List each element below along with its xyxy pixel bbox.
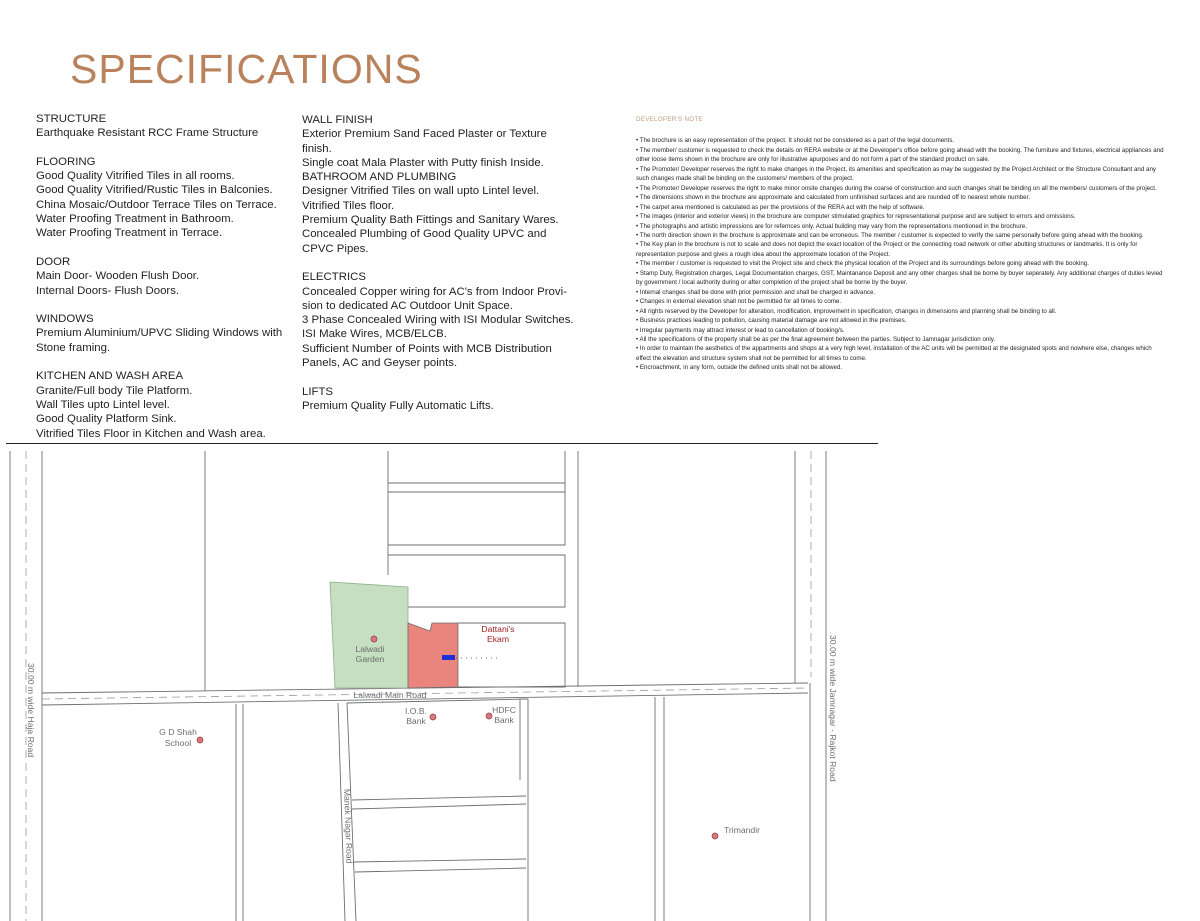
spec-heading: FLOORING bbox=[36, 155, 96, 168]
note-item: • The member / customer is requested to visit the Project site and check the physical location of the Project and its surroundings before going ahead with the booking. bbox=[636, 260, 1089, 268]
specs-column-right bbox=[302, 113, 572, 428]
spec-line: Wall Tiles upto Lintel level. bbox=[36, 398, 170, 411]
note-item: • The Key plan in the brochure is not to scale and does not depict the exact location of the Project or the connecting road network or other abutting structures or landmarks. It is only for representation purpose and gives a rough idea about the approximate location of the Project. bbox=[636, 241, 1138, 258]
garden-label-line1: Lalwadi bbox=[355, 644, 385, 654]
manek-nagar-road-label: Manek Nagar Road bbox=[342, 788, 355, 864]
spec-line: CPVC Pipes. bbox=[302, 242, 369, 255]
spec-line: Water Proofing Treatment in Terrace. bbox=[36, 227, 223, 240]
note-item: • The north direction shown in the brochure is approximate and can be erroneous. The member / customer is expected to verify the same personally before going ahead with the booking. bbox=[636, 231, 1144, 239]
road-edge bbox=[352, 804, 526, 809]
note-item: • The dimensions shown in the brochure are approximate and calculated from unfinished surfaces and are rounded off to nearest whole number. bbox=[636, 194, 1031, 202]
note-item: • The photographs and artistic impressions are for refernces only. Actual building may vary from the representations mentioned in the brochure. bbox=[636, 222, 1027, 230]
note-item: • In order to maintain the aesthetics of the appartments and shops at a very high level, installation of the AC units will be permitted at the designated spots and nowhere else, changes which effect the elevation and structure system shall not be permitted for all times to come. bbox=[636, 345, 1152, 362]
section-divider bbox=[6, 443, 878, 444]
spec-line: Water Proofing Treatment in Bathroom. bbox=[36, 213, 234, 226]
school-label-line2: School bbox=[164, 738, 192, 748]
road-edge bbox=[355, 868, 526, 872]
garden-label-line2: Garden bbox=[355, 654, 385, 664]
spec-line: Internal Doors- Flush Doors. bbox=[36, 284, 180, 297]
spec-section-kitchen-and-wash-area bbox=[36, 369, 286, 440]
developers-note-heading: DEVELOPER'S NOTE bbox=[636, 116, 703, 123]
block-outline bbox=[388, 483, 565, 492]
trimandir-marker-icon bbox=[712, 833, 718, 839]
lalwadi-garden-plot bbox=[330, 582, 408, 688]
iob-label-line2: Bank bbox=[406, 716, 426, 726]
spec-line: Main Door- Wooden Flush Door. bbox=[36, 270, 200, 283]
spec-section-lifts bbox=[302, 385, 572, 414]
spec-line: Single coat Mala Plaster with Putty finish Inside. bbox=[302, 156, 544, 169]
spec-line: Exterior Premium Sand Faced Plaster or Texture bbox=[302, 128, 547, 141]
lalwadi-main-road-label: Lalwadi Main Road bbox=[353, 690, 427, 700]
spec-heading: BATHROOM AND PLUMBING bbox=[302, 171, 457, 184]
spec-line: Designer Vitrified Tiles on wall upto Lintel level. bbox=[302, 185, 540, 198]
spec-line: 3 Phase Concealed Wiring with ISI Modular Switches. bbox=[302, 314, 574, 327]
spec-line: Stone framing. bbox=[36, 341, 111, 354]
spec-section-wall-finish bbox=[302, 113, 572, 170]
spec-line: Vitrified Tiles floor. bbox=[302, 199, 395, 212]
spec-line: Premium Quality Fully Automatic Lifts. bbox=[302, 399, 494, 412]
iob-label-line1: I.O.B. bbox=[405, 706, 427, 716]
project-label-line2: Ekam bbox=[487, 634, 509, 644]
spec-line: ISI Make Wires, MCB/ELCB. bbox=[302, 328, 447, 341]
spec-section-windows bbox=[36, 312, 286, 355]
entrance-marker-icon bbox=[442, 655, 455, 660]
spec-section-bathroom-and-plumbing bbox=[302, 170, 572, 256]
spec-line: Good Quality Platform Sink. bbox=[36, 413, 177, 426]
school-marker-icon bbox=[197, 737, 203, 743]
spec-line: Panels, AC and Geyser points. bbox=[302, 357, 458, 370]
note-item: • All rights reserved by the Developer for alteration, modification, improvement in specification, changes in dimensions and planning shall be binding to all. bbox=[636, 307, 1057, 315]
note-item: • Stamp Duty, Registration charges, Legal Documentation charges, GST, Maintanance Deposit and any other charges shall be borne by buyer seperately. Any additional charges of duties levied by government / local authority during or after completion of the project shall be borne by the buyer. bbox=[636, 269, 1163, 287]
note-item: • The Promoter/ Developer reserves the right to make changes in the Project, its amenities and specification as may be suggested by the Project Architect or the Structure Consultant and any such changes made shall be binding on the customers/ members of the project. bbox=[636, 165, 1157, 183]
note-item: • The carpet area mentioned is calculated as per the provisions of the RERA act with the help of software. bbox=[636, 203, 925, 211]
spec-section-flooring bbox=[36, 155, 286, 241]
spec-line: Vitrified Tiles Floor in Kitchen and Wash area. bbox=[36, 427, 266, 440]
spec-heading: WALL FINISH bbox=[302, 114, 373, 126]
note-item: • Encroachment, in any form, outside the defined units shall not be allowed. bbox=[636, 364, 843, 372]
note-item: • The member/ customer is requested to check the details on RERA website or at the Developer's office before going ahead with the booking. The furniture and fixtures, electrical appliances and other loose items shown in the brochure are only for illustrative apurposes and do not form a part of the standard product on sale. bbox=[636, 146, 1164, 164]
note-item: • Business practices leading to pollution, causing material damage are not allowed in the premises. bbox=[636, 317, 907, 325]
note-item: • Changes in external elevation shall not be permitted for all times to come. bbox=[636, 298, 842, 306]
spec-heading: DOOR bbox=[36, 255, 71, 268]
haja-road-label: 30.00 m wide Haja Road bbox=[26, 663, 36, 758]
developers-note bbox=[636, 115, 1164, 373]
spec-section-door bbox=[36, 255, 286, 298]
spec-line: Good Quality Vitrified/Rustic Tiles in Balconies. bbox=[36, 184, 273, 197]
spec-line: Premium Aluminium/UPVC Sliding Windows with bbox=[36, 327, 283, 340]
block-outline bbox=[388, 555, 565, 607]
spec-heading: STRUCTURE bbox=[36, 113, 107, 125]
garden-marker-icon bbox=[371, 636, 377, 642]
project-label-line1: Dattani's bbox=[481, 624, 515, 634]
hdfc-label-line1: HDFC bbox=[492, 705, 516, 715]
spec-line: China Mosaic/Outdoor Terrace Tiles on Terrace. bbox=[36, 198, 277, 211]
note-item: • The Promoter/ Developer reserves the right to make minor onsite changes during the coarse of construction and such changes shall be binding on all the members/ customers of the project. bbox=[636, 184, 1157, 192]
block-outline bbox=[388, 492, 565, 545]
spec-heading: WINDOWS bbox=[36, 313, 94, 326]
hdfc-label-line2: Bank bbox=[494, 715, 514, 725]
specs-column-left bbox=[36, 112, 286, 455]
road-edge bbox=[354, 859, 526, 862]
note-item: • The images (interior and exterior views) in the brochure are computer stimulated graphics for representational purpose and are subject to errors and omissions. bbox=[636, 213, 1076, 221]
developers-note-list bbox=[636, 136, 1164, 372]
spec-line: sion to dedicated AC Outdoor Unit Space. bbox=[302, 299, 513, 312]
spec-section-electrics bbox=[302, 270, 572, 370]
spec-line: Concealed Plumbing of Good Quality UPVC and bbox=[302, 228, 547, 241]
spec-line: Granite/Full body Tile Platform. bbox=[36, 384, 193, 397]
spec-heading: ELECTRICS bbox=[302, 271, 366, 284]
note-item: • Irregular payments may attract interest or lead to cancellation of booking/s. bbox=[636, 326, 845, 334]
note-item: • All the specifications of the property shall be as per the final agreement between the parties. Subject to Jamnagar jurisdiction only. bbox=[636, 335, 996, 343]
road-edge bbox=[352, 796, 526, 800]
location-key-plan bbox=[0, 447, 880, 921]
jamnagar-rajkot-road-label: 30.00 m wide Jamnagar - Rajkot Road bbox=[828, 635, 838, 782]
spec-line: Premium Quality Bath Fittings and Sanitary Wares. bbox=[302, 214, 559, 227]
spec-line: Concealed Copper wiring for AC's from Indoor Provi- bbox=[302, 285, 567, 298]
trimandir-label: Trimandir bbox=[724, 825, 760, 835]
spec-line: Sufficient Number of Points with MCB Distribution bbox=[302, 342, 552, 355]
spec-section-structure bbox=[36, 112, 286, 141]
spec-heading: LIFTS bbox=[302, 385, 334, 398]
page-title: SPECIFICATIONS bbox=[70, 46, 423, 92]
school-label-line1: G D Shah bbox=[159, 727, 197, 737]
spec-line: Earthquake Resistant RCC Frame Structure bbox=[36, 127, 259, 140]
spec-heading: KITCHEN AND WASH AREA bbox=[36, 370, 184, 383]
spec-line: finish. bbox=[302, 142, 332, 155]
spec-line: Good Quality Vitrified Tiles in all rooms. bbox=[36, 170, 235, 183]
iob-marker-icon bbox=[430, 714, 436, 720]
note-item: • Internal changes shall be done with prior permission and shall be charged in advance. bbox=[636, 288, 876, 296]
note-item: • The brochure is an easy representation of the project. It should not be considered as a part of the legal documents. bbox=[636, 137, 955, 145]
